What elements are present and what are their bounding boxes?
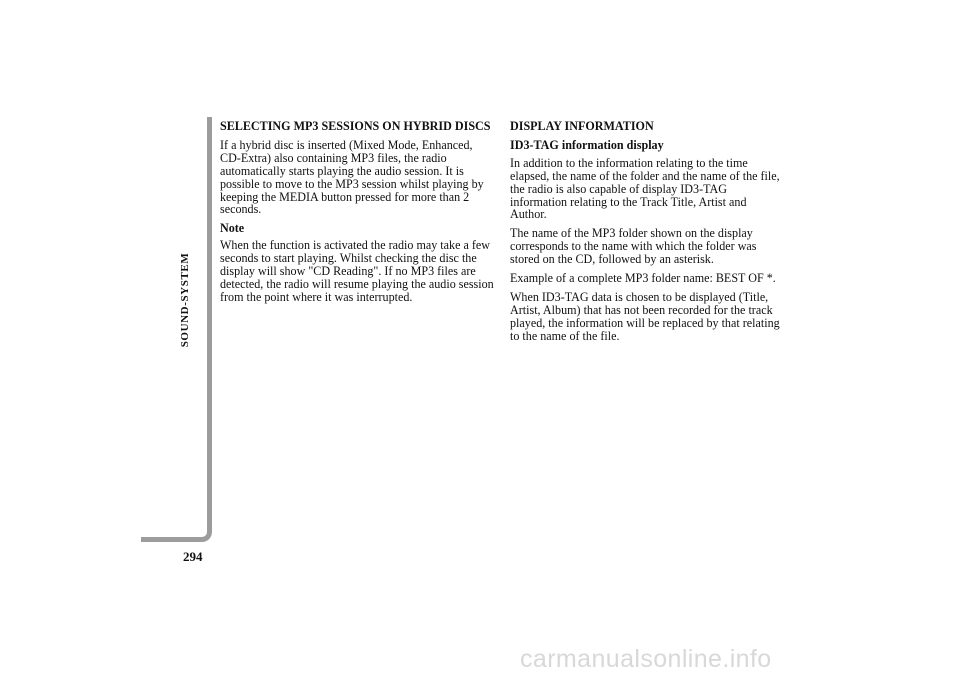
id3-fallback-paragraph: When ID3-TAG data is chosen to be displayed (Title, Artist, Album) that has not been recorded for the track played, the information will be replaced by that relating to the name of the file. xyxy=(510,289,780,343)
id3-tag-subheading: ID3-TAG information display xyxy=(510,137,664,152)
id3-info-paragraph: In addition to the information relating to the time elapsed, the name of the folder and the name of the file, the radio is also capable of display ID3-TAG information relating to the Track Title, Artist and Author. xyxy=(510,155,780,222)
page-number: 294 xyxy=(183,549,203,564)
note-label: Note xyxy=(220,221,245,236)
mp3-sessions-heading: SELECTING MP3 SESSIONS ON HYBRID DISCS xyxy=(220,119,491,133)
section-label: SOUND-SYSTEM xyxy=(179,252,191,348)
folder-example-paragraph: Example of a complete MP3 folder name: BEST OF *. xyxy=(510,271,776,286)
watermark: carmanualsonline.info xyxy=(520,645,772,673)
note-text: When the function is activated the radio may take a few seconds to start playing. Whilst checking the disc the display will show "CD Reading". If no MP3 files are detected, the radio will resume playing the audio session from the point where it was interrupted. xyxy=(220,238,494,304)
section-margin-bar xyxy=(141,117,212,542)
display-information-heading: DISPLAY INFORMATION xyxy=(510,119,654,133)
folder-name-paragraph: The name of the MP3 folder shown on the display corresponds to the name with which the folder was stored on the CD, followed by an asterisk. xyxy=(510,226,757,267)
hybrid-disc-paragraph: If a hybrid disc is inserted (Mixed Mode, Enhanced, CD-Extra) also containing MP3 files, the radio automatically starts playing the audio session. It is possible to move to the MP3 session whilst playing by keeping the MEDIA button pressed for more than 2 seconds. xyxy=(220,137,484,217)
left-column xyxy=(220,120,495,310)
right-column xyxy=(510,120,785,349)
